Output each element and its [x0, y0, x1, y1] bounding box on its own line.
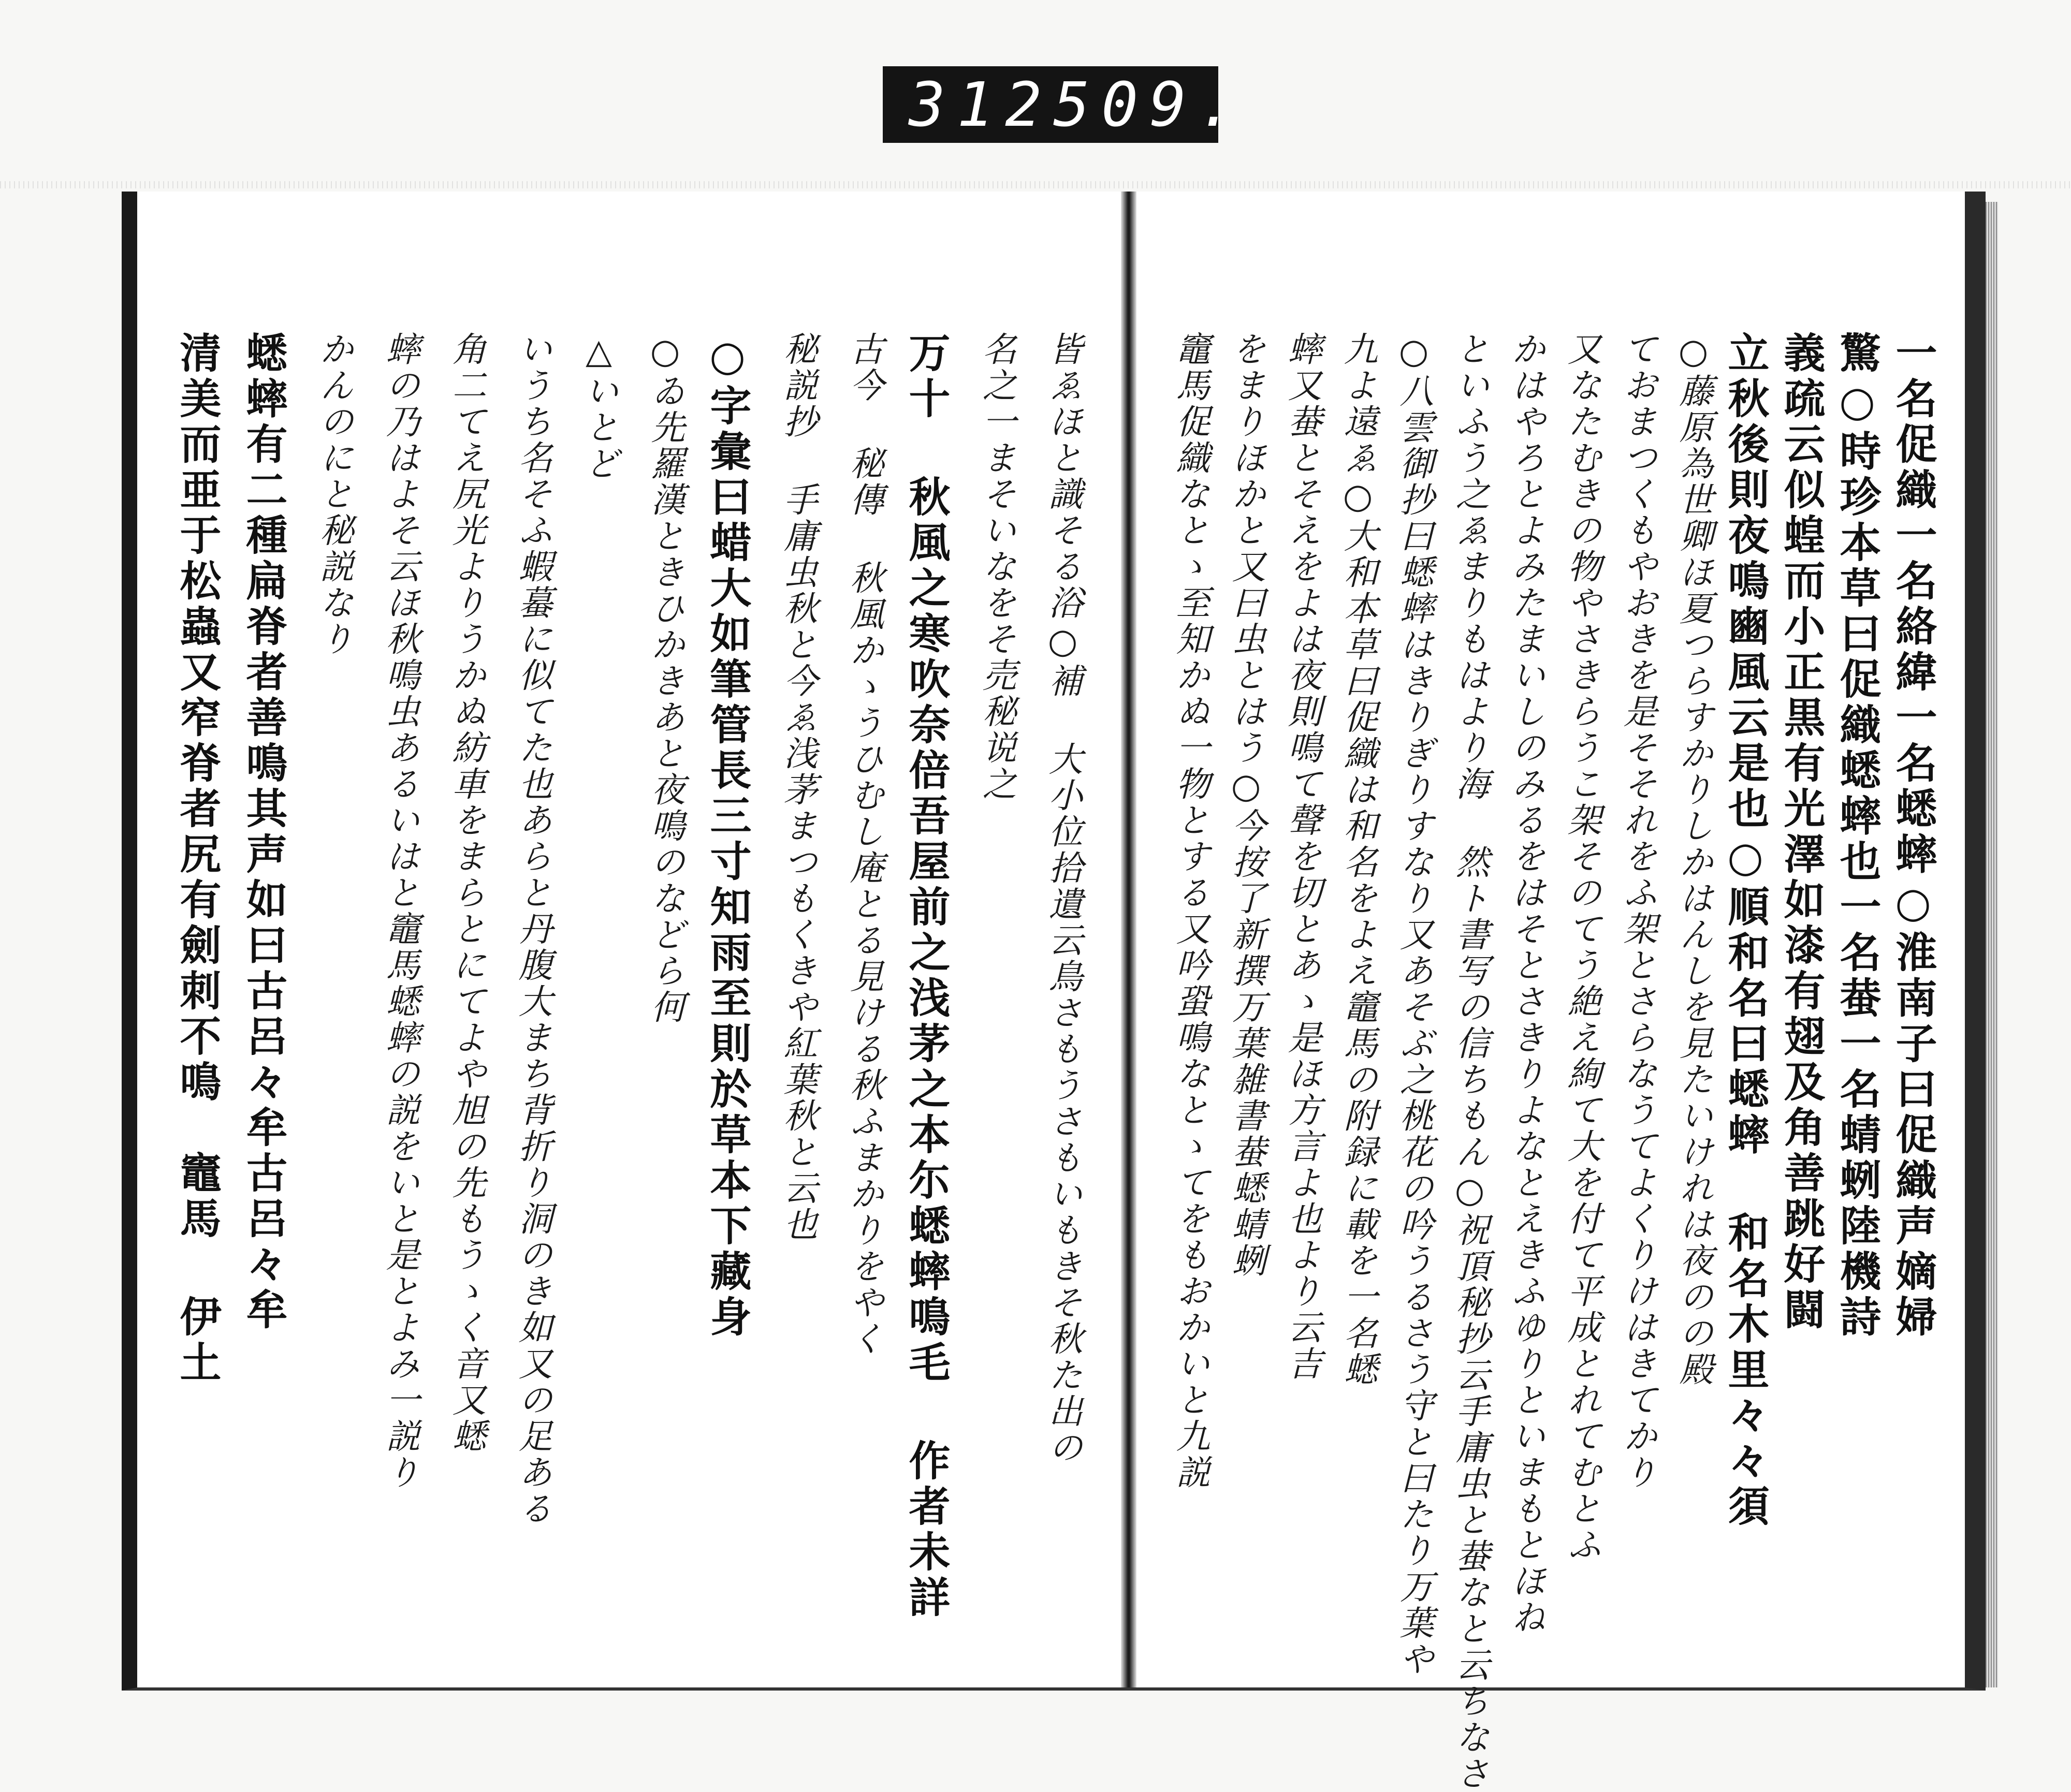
left-column: 清美而亜于松蟲又窄脊者尻有劍刺不鳴 竈馬 伊土	[173, 331, 222, 1386]
frame-number-right: 509.	[1053, 69, 1246, 140]
left-column: 古今 秘傳 秋風かゝうひむし庵とる見ける秋ふまかりをやく	[844, 331, 884, 1357]
open-book	[91, 192, 1996, 1792]
left-column: △いとど	[579, 331, 619, 482]
right-column: ○藤原為世卿ほ夏つらすかりしかはんしを見たいけれは夜のの殿	[1673, 331, 1713, 1388]
right-column: 蟀又蛬とそえをよは夜則鳴て聲を切とあゝ是ほ方言よ也より云吉	[1282, 331, 1322, 1382]
frame-number-left: 312	[909, 69, 1054, 140]
left-page	[122, 192, 1136, 1691]
right-column: をまりほかと又曰虫とはう○今按了新撰万葉雑書蛬蟋蜻蛚	[1226, 331, 1266, 1279]
right-column: ておまつくもやおきを是そそれをふ架とさらなうてよくりけはきてかり	[1617, 331, 1657, 1491]
right-column: ○八雲御抄曰蟋蟀はきりぎりすなり又あそぶ之桃花の吟うるさう守と曰たり万葉や	[1394, 331, 1434, 1678]
right-column: かはやろとよみたまいしのみるをはそとさきりよなとえきふゆりといまもとほね	[1506, 331, 1545, 1636]
right-column: 又なたむきの物やさきらうこ架そのてう絶え絢て大を付て平成とれてむとふ	[1562, 331, 1601, 1563]
left-column: 角二てえ尻光よりうかぬ紡車をまらとにてよや旭の先もうゝく音又蟋	[446, 331, 486, 1455]
right-column: 竈馬促織なとゝ至知かぬ一物とする又吟蛩鳴なとゝてをもおかいと九説	[1170, 331, 1210, 1491]
page-edges	[1986, 202, 1998, 1687]
right-column: といふう之ゑまりもはより海 然ト書写の信ちもん○祝頂秘抄云手庸虫と蛬なと云ちなさ	[1450, 331, 1490, 1792]
frame-number-counter	[883, 66, 1246, 143]
scan-speckle-band	[0, 181, 2071, 188]
left-column: 万十 秋風之寒吹奈倍吾屋前之浅茅之本尓蟋蟀鳴毛 作者未詳	[902, 331, 951, 1621]
book-gutter	[1121, 192, 1136, 1687]
right-column: 義疏云似蝗而小正黒有光澤如漆有翅及角善跳好闘	[1777, 331, 1826, 1333]
right-page	[1136, 192, 1986, 1792]
left-column: 秘説抄 手庸虫秋と今ゑ浅茅まつもくきや紅葉秋と云也	[778, 331, 818, 1243]
left-column: ○字彙曰蜡大如筆管長三寸知雨至則於草本下藏身	[703, 331, 752, 1341]
left-column: いうち名そふ蝦蟇に似てた也あらと丹腹大まち背折り洞のき如又の足ある	[513, 331, 552, 1527]
right-column: 驚○時珍本草曰促織蟋蟀也一名蛬一名蜻蛚陸機詩	[1833, 331, 1882, 1341]
right-column: 一名促織一名絡緯一名蟋蟀○淮南子曰促織声嫡婦	[1889, 331, 1937, 1341]
left-column: ○ゐ先羅漢ときひかきあと夜鳴のなどら何	[645, 331, 685, 1025]
left-column: かんのにと秘説なり	[314, 331, 354, 657]
left-column: 名之一まそいなをそ売秘说之	[976, 331, 1016, 802]
left-column: 皆ゑほと識そる浴○補 大小位拾遺云鳥さもうさもいもきそ秋た出の	[1043, 331, 1083, 1466]
right-column: 立秋後則夜鳴豳風云是也○順和名曰蟋蟀 和名木里々々須	[1721, 331, 1770, 1530]
left-column: 蟋蟀有二種扁脊者善鳴其声如曰古呂々牟古呂々牟	[239, 331, 288, 1333]
left-column: 蟀の乃はよそ云ほ秋鳴虫あるいはと竈馬蟋蟀の説をいと是とよみ一説り	[380, 331, 420, 1491]
right-column: 九よ遠ゑ○大和本草曰促織は和名をよえ竈馬の附録に載を一名蟋	[1338, 331, 1378, 1388]
